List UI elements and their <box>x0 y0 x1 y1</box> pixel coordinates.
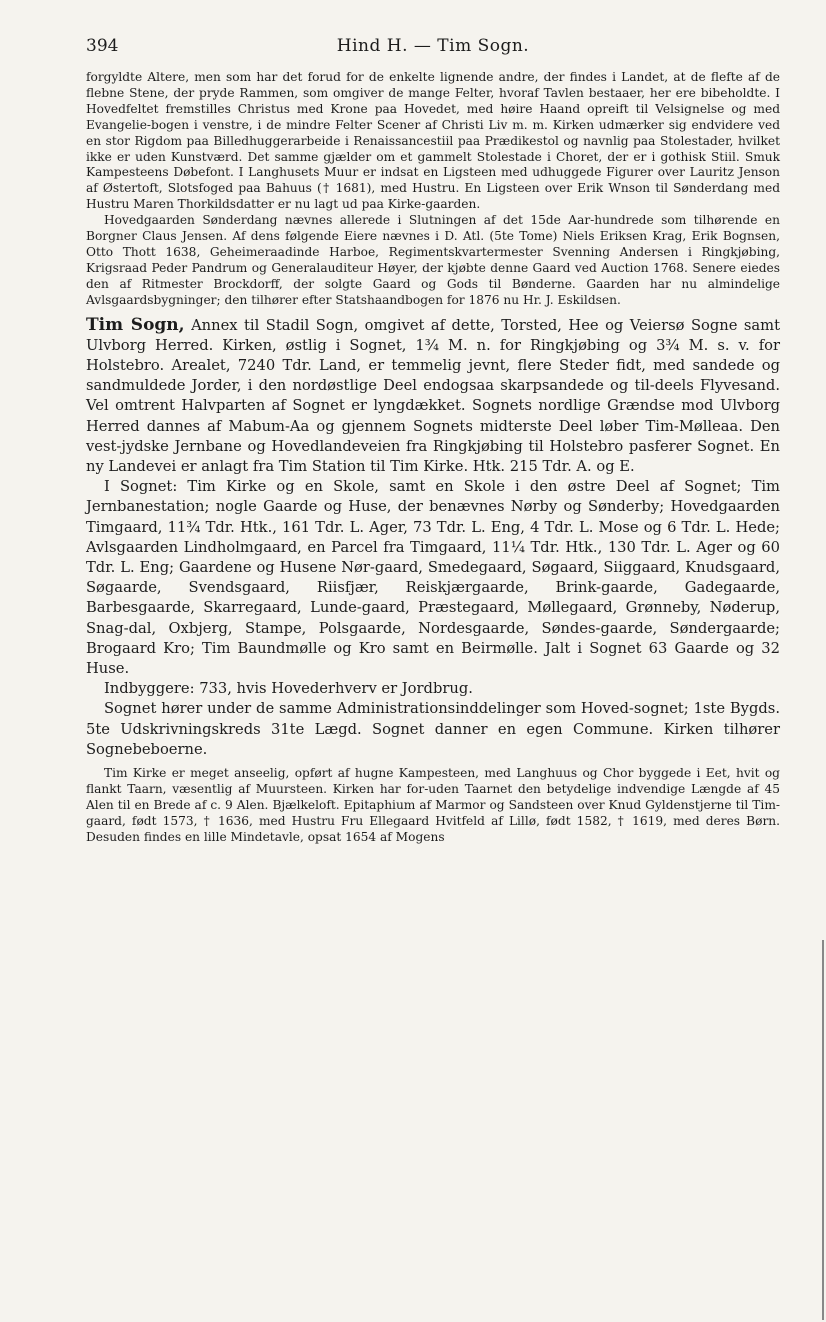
notes <box>86 766 780 846</box>
entry <box>86 315 780 760</box>
entry-body-1: Annex til Stadil Sogn, omgivet af dette, Torsted, Hee og Veiersø Sogne samt Ulvborg Herred. Kirken, østlig i Sognet, 1¾ M. n. for Ringkjøbing og 3¾ M. s. v. for Holstebro. Arealet, 7240 Tdr. Land, er temmelig jevnt, flere Steder fidt, med sandede og sandmuldede Jorder, i den nordøstlige Deel endogsaa skarpsandede og til-deels Flyvesand. Vel omtrent Halvparten af Sognet er lyngdækket. Sognets nordlige Grændse mod Ulvborg Herred dannes af Mabum-Aa og gjennem Sognets midterste Deel løber Tim-Mølleaa. Den vest-jydske Jernbane og Hovedlandeveien fra Ringkjøbing til Holstebro pasferer Sognet. En ny Landevei er anlagt fra Tim Station til Tim Kirke. Htk. 215 Tdr. A. og E. <box>86 316 781 476</box>
continued-paragraphs <box>86 70 780 309</box>
running-title: Hind H. — Tim Sogn. <box>336 36 530 56</box>
page-header <box>86 36 780 56</box>
continued-text: forgyldte Altere, men som har det forud for de enkelte lignende andre, der findes i Landet, at de flefte af de flebne Stene, der pryde Rammen, som omgiver de mange Felter, hvoraf Tavlen bestaaer, her ere bibeholdte. I Hovedfeltet fremstilles Christus med Krone paa Hovedet, med høire Haand opreift til Velsignelse og med Evangelie-bogen i venstre, i de mindre Felter Scener af Christi Liv m. m. Kirken udmærker sig endvidere ved en stor Rigdom paa Billedhuggerarbeide i Renaissancestiil paa Prædikestol og navnlig paa Stolestader, hvilket ikke er uden Kunstværd. Det samme gjælder om et gammelt Stolestade i Choret, der er i gothisk Stiil. Smuk Kampesteens Døbefont. I Langhusets Muur er indsat en Ligsteen med udhuggede Figurer over Lauritz Jenson af Østertoft, Slotsfoged paa Bahuus († 1681), med Hustru. En Ligsteen over Erik Wnson til Sønderdang med Hustru Maren Thorkildsdatter er nu lagt ud paa Kirke-gaarden. <box>86 70 780 212</box>
page-number: 394 <box>86 36 119 56</box>
page-edge-line <box>822 940 824 1320</box>
entry-body-4: Sognet hører under de samme Administrationsinddelinger som Hoved-sognet; 1ste Bygds. 5te Udskrivningskreds 31te Lægd. Sognet danner en egen Commune. Kirken tilhører Sognebeboerne. <box>86 700 780 758</box>
entry-body-2: I Sognet: Tim Kirke og en Skole, samt en Skole i den østre Deel af Sognet; Tim Jernbanestation; nogle Gaarde og Huse, der benævnes Nørby og Sønderby; Hovedgaarden Timgaard, 11¾ Tdr. Htk., 161 Tdr. L. Ager, 73 Tdr. L. Eng, 4 Tdr. L. Mose og 6 Tdr. L. Hede; Avlsgaarden Lindholmgaard, en Parcel fra Timgaard, 11¼ Tdr. Htk., 130 Tdr. L. Ager og 60 Tdr. L. Eng; Gaardene og Husene Nør-gaard, Smedegaard, Søgaard, Siiggaard, Knudsgaard, Søgaarde, Svendsgaard, Riisfjær, Reiskjærgaarde, Brink-gaarde, Gadegaarde, Barbesgaarde, Skarregaard, Lunde-gaard, Præstegaard, Møllegaard, Grønneby, Nøderup, Snag-dal, Oxbjerg, Stampe, Polsgaarde, Nordesgaarde, Søndes-gaarde, Søndergaarde; Brogaard Kro; Tim Baundmølle og Kro samt en Beirmølle. Jalt i Sognet 63 Gaarde og 32 Huse. <box>86 478 780 678</box>
continued-text-2: Hovedgaarden Sønderdang nævnes allerede i Slutningen af det 15de Aar-hundrede som tilhørende en Borgner Claus Jensen. Af dens følgende Eiere nævnes i D. Atl. (5te Tome) Niels Eriksen Krag, Erik Bognsen, Otto Thott 1638, Geheimeraadinde Harboe, Regimentskvartermester Svenning Andersen i Ringkjøbing, Krigsraad Peder Pandrum og Generalauditeur Høyer, der kjøbte denne Gaard ved Auction 1768. Senere eiedes den af Ritmester Brockdorff, der solgte Gaard og Gods til Bønderne. Gaarden har nu almindelige Avlsgaardsbygninger; den tilhører efter Statshaandbogen for 1876 nu Hr. J. Eskildsen. <box>86 213 780 307</box>
entry-intro <box>86 315 780 478</box>
notes-text: Tim Kirke er meget anseelig, opført af hugne Kampesteen, med Langhuus og Chor byggede i Eet, hvit og flankt Taarn, væsentlig af Muursteen. Kirken har for-uden Taarnet den betydelige indvendige Længde af 45 Alen til en Brede af c. 9 Alen. Bjælkeloft. Epitaphium af Marmor og Sandsteen over Knud Gyldenstjerne til Tim-gaard, født 1573, † 1636, med Hustru Fru Ellegaard Hvitfeld af Lillø, født 1582, † 1619, med deres Børn. Desuden findes en lille Mindetavle, opsat 1654 af Mogens <box>86 766 780 844</box>
page <box>86 36 780 846</box>
entry-body-3: Indbyggere: 733, hvis Hovederhverv er Jordbrug. <box>104 680 473 698</box>
entry-heading: Tim Sogn, <box>86 314 185 335</box>
